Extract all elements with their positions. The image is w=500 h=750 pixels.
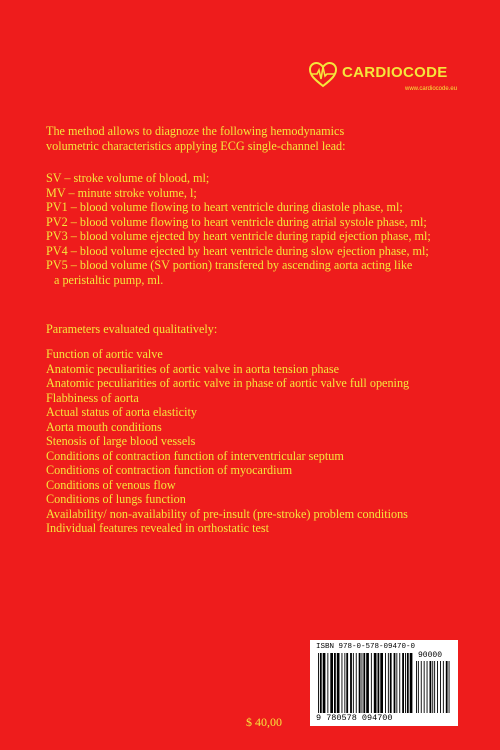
barcode-bar <box>318 653 319 713</box>
price-label: $ 40,00 <box>246 715 282 729</box>
barcode-bar <box>396 653 397 713</box>
barcode-bar <box>407 653 409 713</box>
addon-barcode-bars <box>416 661 452 713</box>
parameter-line: a peristaltic pump, ml. <box>54 272 164 287</box>
barcode-bar <box>424 661 425 713</box>
qualitative-item: Anatomic peculiarities of aortic valve in phase of aortic valve full opening <box>46 376 410 390</box>
barcode-bar <box>432 661 433 713</box>
qualitative-item: Stenosis of large blood vessels <box>46 434 196 448</box>
barcode-bar <box>434 661 435 713</box>
barcode-bar <box>388 653 389 713</box>
barcode-bar <box>374 653 377 713</box>
parameter-line: SV – stroke volume of blood, ml; <box>46 171 210 185</box>
barcode-bar <box>405 653 406 713</box>
barcode-bar <box>390 653 392 713</box>
intro-paragraph <box>46 124 466 153</box>
barcode-bar <box>323 653 326 713</box>
barcode-bar <box>446 661 448 713</box>
barcode-addon-number: 90000 <box>418 651 443 660</box>
parameter-line: PV1 – blood volume flowing to heart ventricle during diastole phase, ml; <box>46 200 403 214</box>
qualitative-item: Flabbiness of aorta <box>46 390 139 405</box>
barcode-bar <box>356 653 357 713</box>
parameter-line: PV3 – blood volume ejected by heart ventricle during rapid ejection phase, ml; <box>46 229 431 243</box>
barcode-bar <box>394 653 396 713</box>
logo-url: www.cardiocode.eu <box>405 86 458 92</box>
barcode-bar <box>440 661 441 713</box>
barcode-bar <box>427 661 428 713</box>
intro-line: The method allows to diagnoze the following hemodynamics <box>46 124 345 138</box>
ean-number: 9 780578 094700 <box>316 713 393 723</box>
heart-ecg-icon <box>308 60 338 90</box>
barcode-bar <box>416 661 417 713</box>
intro-line: volumetric characteristics applying ECG single-channel lead: <box>46 138 346 153</box>
qualitative-list <box>46 347 466 536</box>
barcode-bar <box>334 653 336 713</box>
barcode-bar <box>346 653 348 713</box>
barcode-bar <box>320 653 322 713</box>
qualitative-item: Conditions of contraction function of interventricular septum <box>46 448 344 463</box>
barcode-bar <box>353 653 354 713</box>
qualitative-item: Actual status of aorta elasticity <box>46 405 197 419</box>
barcode-bar <box>327 653 328 713</box>
barcode-bar <box>330 653 333 713</box>
barcode-bar <box>350 653 352 713</box>
ean-barcode-bars <box>318 653 414 713</box>
qualitative-item: Individual features revealed in orthostatic test <box>46 521 270 535</box>
barcode-bar <box>342 653 343 713</box>
barcode-bar <box>344 653 345 713</box>
barcode-bar <box>402 653 404 713</box>
barcode-bar <box>399 653 400 713</box>
qualitative-item: Conditions of venous flow <box>46 477 176 492</box>
barcode-bar <box>362 653 363 713</box>
isbn-barcode <box>310 640 458 726</box>
parameter-line: PV4 – blood volume ejected by heart ventricle during slow ejection phase, ml; <box>46 243 429 258</box>
isbn-number: ISBN 978-0-578-09470-0 <box>316 643 416 651</box>
barcode-bar <box>437 661 438 713</box>
qualitative-item: Availability/ non-availability of pre-insult (pre-stroke) problem conditions <box>46 506 408 521</box>
barcode-bar <box>380 653 383 713</box>
barcode-bar <box>418 661 419 713</box>
parameter-line: PV5 – blood volume (SV portion) transfered by ascending aorta acting like <box>46 258 413 272</box>
barcode-bar <box>363 653 365 713</box>
barcode-bar <box>385 653 386 713</box>
qualitative-item: Aorta mouth conditions <box>46 419 162 434</box>
barcode-bar <box>410 653 413 713</box>
barcode-bar <box>378 653 380 713</box>
qualitative-item: Conditions of lungs function <box>46 492 186 506</box>
qualitative-heading: Parameters evaluated qualitatively: <box>46 322 218 336</box>
barcode-bar <box>359 653 361 713</box>
qualitative-item: Anatomic peculiarities of aortic valve in aorta tension phase <box>46 361 340 376</box>
logo-name: CARDIOCODE <box>342 64 448 81</box>
barcode-bar <box>430 661 432 713</box>
barcode-bar <box>449 661 450 713</box>
barcode-bar <box>443 661 444 713</box>
barcode-bar <box>421 661 422 713</box>
qualitative-item: Function of aortic valve <box>46 347 163 361</box>
barcode-bar <box>337 653 340 713</box>
barcode-bar <box>366 653 369 713</box>
barcode-bar <box>371 653 372 713</box>
cardiocode-logo <box>308 60 468 100</box>
parameter-list <box>46 171 466 287</box>
parameter-line: PV2 – blood volume flowing to heart ventricle during atrial systole phase, ml; <box>46 214 427 229</box>
qualitative-item: Conditions of contraction function of myocardium <box>46 463 293 477</box>
parameter-line: MV – minute stroke volume, l; <box>46 185 197 200</box>
